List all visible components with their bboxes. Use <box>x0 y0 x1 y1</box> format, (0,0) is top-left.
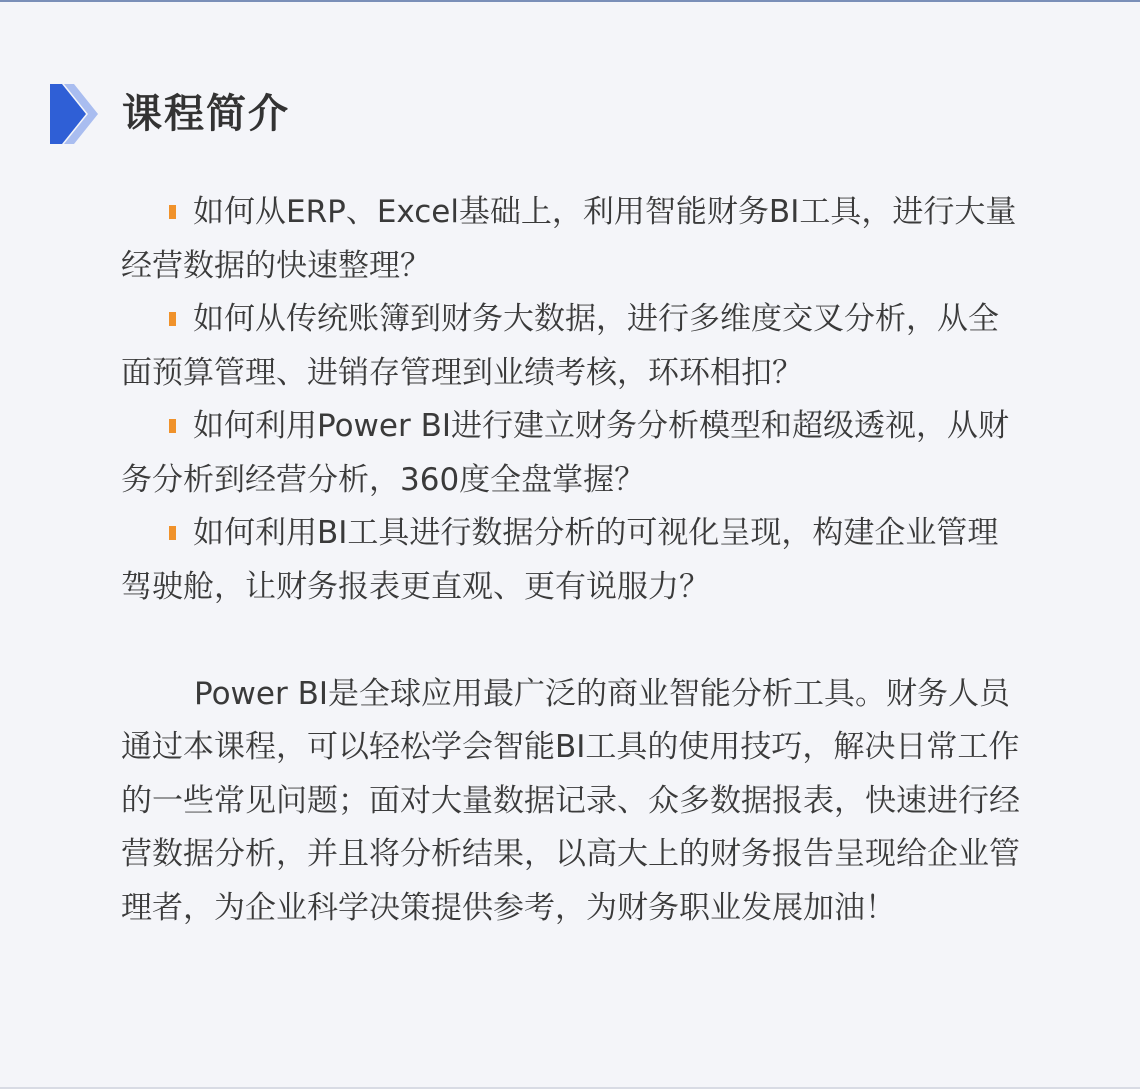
bullet-marker <box>169 205 176 219</box>
section-title: 课程简介 <box>122 91 290 137</box>
bullet-text: 如何从传统账簿到财务大数据，进行多维度交叉分析，从全面预算管理、进销存管理到业绩考核，环环相扣？ <box>121 301 999 391</box>
course-intro-content <box>121 186 1021 935</box>
play-chevron-icon <box>50 84 102 144</box>
bullet-marker <box>169 419 176 433</box>
bullet-text: 如何从ERP、Excel基础上，利用智能财务BI工具，进行大量经营数据的快速整理？ <box>121 194 1017 284</box>
bullet-item-1 <box>121 186 1021 293</box>
bullet-text: 如何利用BI工具进行数据分析的可视化呈现，构建企业管理驾驶舱，让财务报表更直观、更有说服力？ <box>121 515 999 605</box>
bullet-marker <box>169 312 176 326</box>
intro-paragraph: Power BI是全球应用最广泛的商业智能分析工具。财务人员通过本课程，可以轻松学会智能BI工具的使用技巧，解决日常工作的一些常见问题；面对大量数据记录、众多数据报表，快速进行经营数据分析，并且将分析结果，以高大上的财务报告呈现给企业管理者，为企业科学决策提供参考，为财务职业发展加油！ <box>121 675 1020 926</box>
top-divider <box>0 0 1140 2</box>
bullet-item-3 <box>121 400 1021 507</box>
section-heading <box>50 84 290 144</box>
bullet-item-2 <box>121 293 1021 400</box>
bullet-item-4 <box>121 507 1021 614</box>
bullet-marker <box>169 526 176 540</box>
bullet-text: 如何利用Power BI进行建立财务分析模型和超级透视，从财务分析到经营分析，360度全盘掌握？ <box>121 408 1009 498</box>
